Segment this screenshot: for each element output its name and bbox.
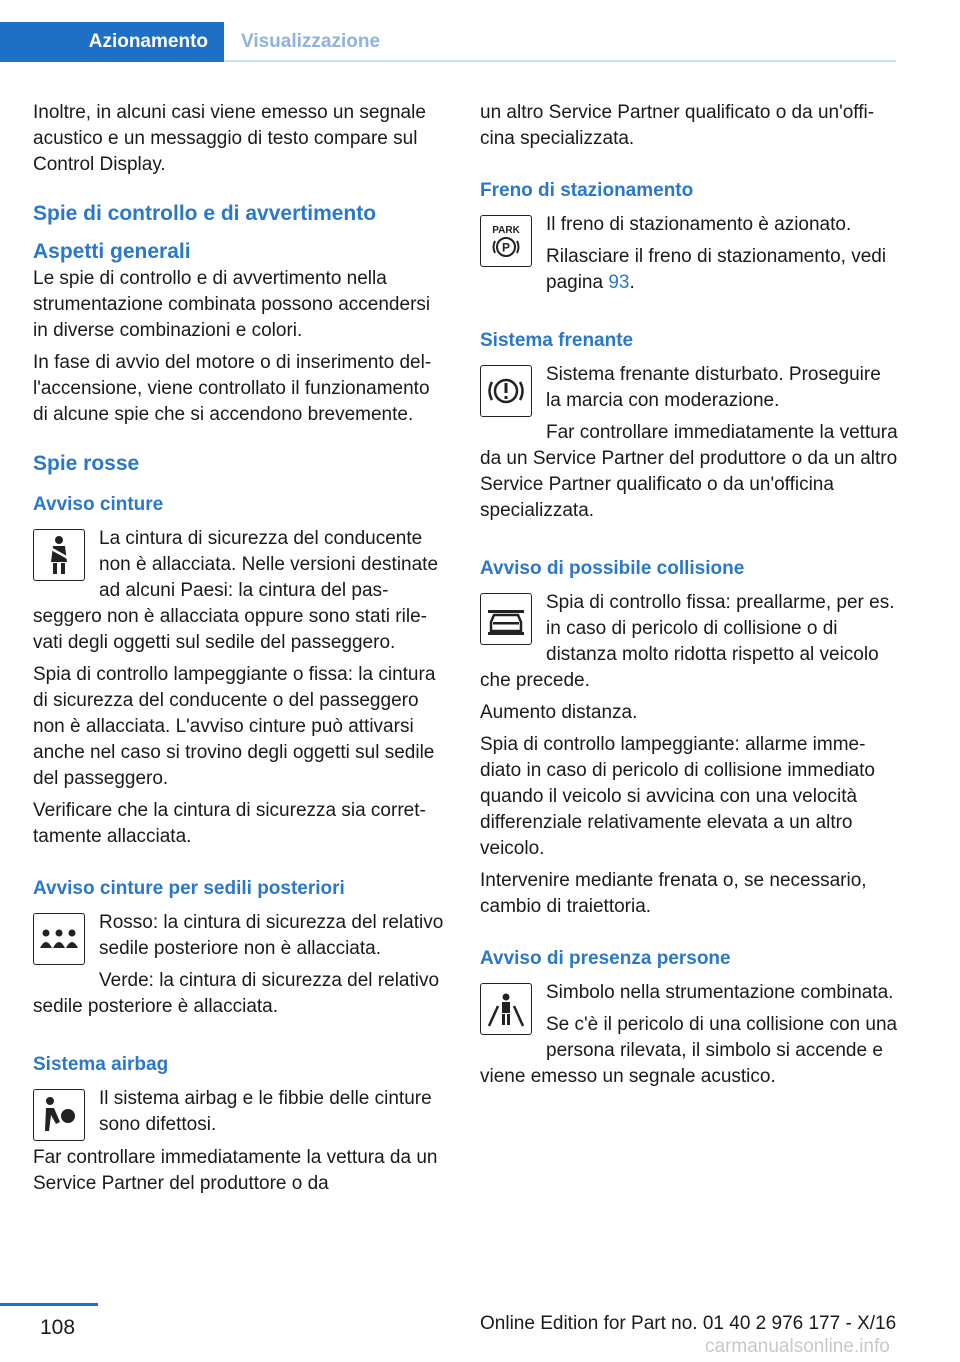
tab-azionamento[interactable]: Azionamento	[0, 22, 224, 62]
entry-sistema-frenante	[480, 362, 898, 530]
heading-avviso-persone: Avviso di presenza persone	[480, 948, 731, 969]
section-title-rosse: Spie rosse	[33, 452, 140, 475]
pedestrian-warning-icon	[480, 983, 532, 1035]
collisione-paragraph-3: Spia di controllo lampeggiante: allarme immediato in caso di pericolo di collisione immediato quando il veicolo si avvicina con una velocità differenziale relativamente elevata a un altro veicolo.	[480, 734, 875, 859]
airbag-icon	[33, 1089, 85, 1141]
aspetti-paragraph-1: Le spie di controllo e di avvertimento nella strumentazione combinata possono accendersi in diverse combinazioni e colori.	[33, 268, 431, 341]
page-header	[0, 0, 960, 64]
freno-paragraph-2: Rilasciare il freno di stazionamento, vedi pagina 93.	[546, 246, 887, 293]
frenante-paragraph-2: Far controllare immediatamente la vettura da un Service Partner del produttore o da un altro Service Partner qualificato o da un'officina specializzata.	[480, 422, 898, 521]
airbag-paragraph-1: Il sistema airbag e le fibbie delle cinture sono difettosi.	[99, 1088, 432, 1135]
brake-warning-icon	[480, 365, 532, 417]
heading-avviso-collisione: Avviso di possibile collisione	[480, 558, 745, 579]
collision-warning-icon	[480, 593, 532, 645]
entry-avviso-cinture	[33, 526, 449, 662]
posteriori-paragraph-2: Verde: la cintura di sicurezza del relativo sedile posteriore è allacciata.	[33, 970, 440, 1017]
entry-avviso-collisione	[480, 590, 898, 700]
rear-seatbelt-icon	[33, 913, 85, 965]
parking-brake-icon	[480, 215, 532, 267]
page-link-93[interactable]: 93	[608, 272, 630, 293]
persone-paragraph-1: Simbolo nella strumentazione combinata.	[546, 982, 894, 1003]
freno-paragraph-2-text: Rilasciare il freno di stazionamento, vedi pagina	[546, 246, 887, 293]
entry-avviso-persone	[480, 980, 898, 1096]
heading-sistema-frenante: Sistema frenante	[480, 330, 634, 351]
section-title-spie: Spie di controllo e di avvertimento	[33, 202, 377, 225]
collisione-paragraph-2: Aumento distanza.	[480, 702, 638, 723]
cinture-paragraph-1: La cintura di sicurezza del conducente non è allacciata. Nelle versioni destinate ad alcuni Paesi: la cintura del passeggero non è allacciata oppure sono stati rilevati degli oggetti sul sedile del passeggero.	[33, 528, 439, 653]
heading-airbag: Sistema airbag	[33, 1054, 169, 1075]
right-column	[480, 100, 898, 1096]
entry-cinture-posteriori	[33, 910, 449, 1026]
seatbelt-icon	[33, 529, 85, 581]
park-label: PARK	[492, 225, 520, 236]
watermark: carmanualsonline.info	[705, 1336, 890, 1357]
entry-freno-stazionamento	[480, 212, 898, 302]
frenante-paragraph-1: Sistema frenante disturbato. Proseguire la marcia con moderazione.	[546, 364, 881, 411]
posteriori-paragraph-1: Rosso: la cintura di sicurezza del relativo sedile posteriore non è allacciata.	[99, 912, 444, 959]
entry-airbag	[33, 1086, 449, 1145]
cinture-paragraph-2: Spia di controllo lampeggiante o fissa: la cintura di sicurezza del conducente o del passeggero non è allacciata. L'avviso cinture può attivarsi anche nel caso si trovino degli oggetti sul sedile del passeggero.	[33, 664, 436, 789]
collisione-paragraph-1: Spia di controllo fissa: preallarme, per es. in caso di pericolo di collisione o di distanza molto ridotta rispetto al veicolo che precede.	[480, 592, 895, 691]
left-column	[33, 100, 449, 1203]
heading-cinture-posteriori: Avviso cinture per sedili posteriori	[33, 878, 345, 899]
heading-avviso-cinture: Avviso cinture	[33, 494, 164, 515]
header-divider	[224, 60, 896, 62]
collisione-paragraph-4: Intervenire mediante frenata o, se necessario, cambio di traiettoria.	[480, 870, 867, 917]
heading-freno-stazionamento: Freno di stazionamento	[480, 180, 694, 201]
cinture-paragraph-3: Verificare che la cintura di sicurezza sia correttamente allacciata.	[33, 800, 426, 847]
edition-label: Online Edition for Part no. 01 40 2 976 177 - X/16	[480, 1313, 897, 1334]
section-title-aspetti: Aspetti generali	[33, 240, 191, 263]
intro-paragraph: Inoltre, in alcuni casi viene emesso un segnale acustico e un messaggio di testo compare sul Control Display.	[33, 102, 426, 175]
page-number: 108	[40, 1316, 76, 1339]
persone-paragraph-2: Se c'è il pericolo di una collisione con una persona rilevata, il simbolo si accende e viene emesso un segnale acustico.	[480, 1014, 898, 1087]
tab-visualizzazione[interactable]: Visualizzazione	[241, 31, 381, 52]
aspetti-paragraph-2: In fase di avvio del motore o di inserimento dell'accensione, viene controllato il funzionamento di alcune spie che si accendono brevemente.	[33, 352, 432, 425]
continued-paragraph: un altro Service Partner qualificato o da un'officina specializzata.	[480, 102, 875, 149]
footer-divider	[0, 1303, 98, 1306]
svg-text:P: P	[501, 240, 511, 255]
freno-paragraph-1: Il freno di stazionamento è azionato.	[546, 214, 852, 235]
airbag-paragraph-2: Far controllare immediatamente la vettura da un Service Partner del produttore o da	[33, 1147, 438, 1194]
